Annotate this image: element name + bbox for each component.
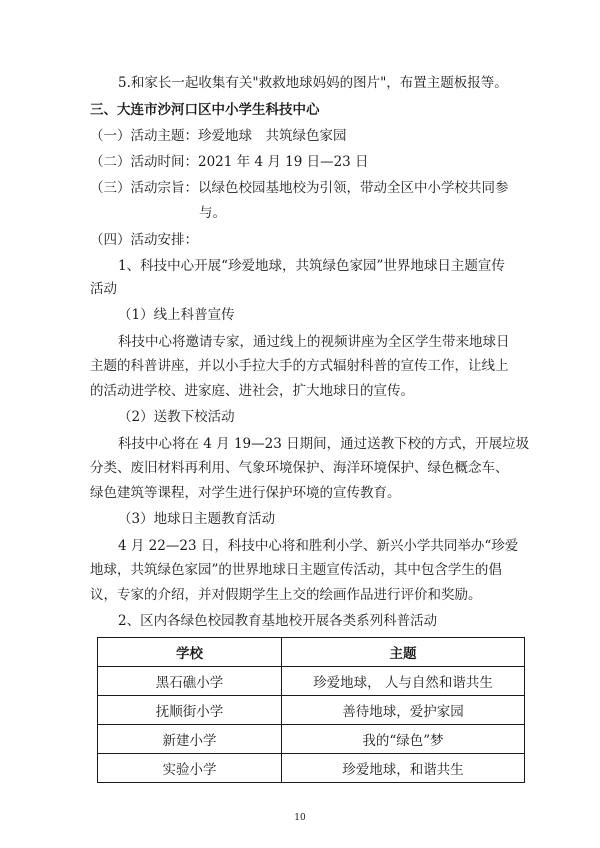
table-cell: 珍爱地球， 人与自然和谐共生 [282, 667, 525, 696]
table-row [98, 725, 525, 754]
paragraph-line: 2、区内各绿色校园教育基地校开展各类系列科普活动 [118, 613, 438, 629]
table-cell: 抚顺街小学 [98, 696, 282, 725]
paragraph-line: 主题的科普讲座，并以小手拉大手的方式辐射科普的宣传工作，让线上 [90, 358, 509, 374]
subheading-line: （3）地球日主题教育活动 [118, 511, 276, 527]
table-cell: 黑石礁小学 [98, 667, 282, 696]
table-cell: 珍爱地球，和谐共生 [282, 754, 525, 783]
paragraph-line: 5.和家长一起收集有关"救救地球妈妈的图片"，布置主题板报等。 [118, 75, 508, 91]
paragraph-line: 的活动进学校、进家庭、进社会，扩大地球日的宣传。 [90, 383, 414, 399]
table-header: 学校 [98, 638, 282, 667]
table-cell: 新建小学 [98, 725, 282, 754]
paragraph-line: （一）活动主题：珍爱地球 共筑绿色家园 [90, 128, 347, 144]
table-cell: 我的“绿色”梦 [282, 725, 525, 754]
paragraph-line: 科技中心将邀请专家，通过线上的视频讲座为全区学生带来地球日 [118, 334, 510, 350]
paragraph-line: （二）活动时间：2021 年 4 月 19 日—23 日 [90, 154, 369, 170]
page-number: 10 [294, 813, 306, 823]
paragraph-line: 绿色建筑等课程，对学生进行保护环境的宣传教育。 [90, 485, 401, 501]
table-row [98, 667, 525, 696]
paragraph-line: 与。 [199, 205, 226, 221]
paragraph-line: 活动 [90, 281, 117, 297]
table-row [98, 754, 525, 783]
subheading-line: （1）线上科普宣传 [118, 307, 235, 323]
table-row [98, 696, 525, 725]
paragraph-line: （四）活动安排： [90, 232, 198, 248]
table-header-row [98, 638, 525, 667]
paragraph-line: 4 月 22—23 日，科技中心将和胜利小学、新兴小学共同举办“珍爱 [118, 538, 519, 554]
table-cell: 实验小学 [98, 754, 282, 783]
paragraph-line: 科技中心将在 4 月 19—23 日期间，通过送教下校的方式，开展垃圾 [118, 436, 530, 452]
subheading-line: （2）送教下校活动 [118, 409, 235, 425]
table-cell: 善待地球，爱护家园 [282, 696, 525, 725]
section-heading: 三、大连市沙河口区中小学生科技中心 [90, 102, 320, 118]
paragraph-line: 议，专家的介绍，并对假期学生上交的绘画作品进行评价和奖励。 [90, 587, 482, 603]
paragraph-line: （三）活动宗旨：以绿色校园基地校为引领，带动全区中小学校共同参 [90, 180, 509, 196]
school-theme-table [97, 637, 525, 783]
table-header: 主题 [282, 638, 525, 667]
paragraph-line: 1、科技中心开展“珍爱地球，共筑绿色家园”世界地球日主题宣传 [118, 258, 505, 274]
paragraph-line: 分类、废旧材料再利用、气象环境保护、海洋环境保护、绿色概念车、 [90, 460, 509, 476]
paragraph-line: 地球，共筑绿色家园”的世界地球日主题宣传活动，其中包含学生的倡 [90, 562, 502, 578]
